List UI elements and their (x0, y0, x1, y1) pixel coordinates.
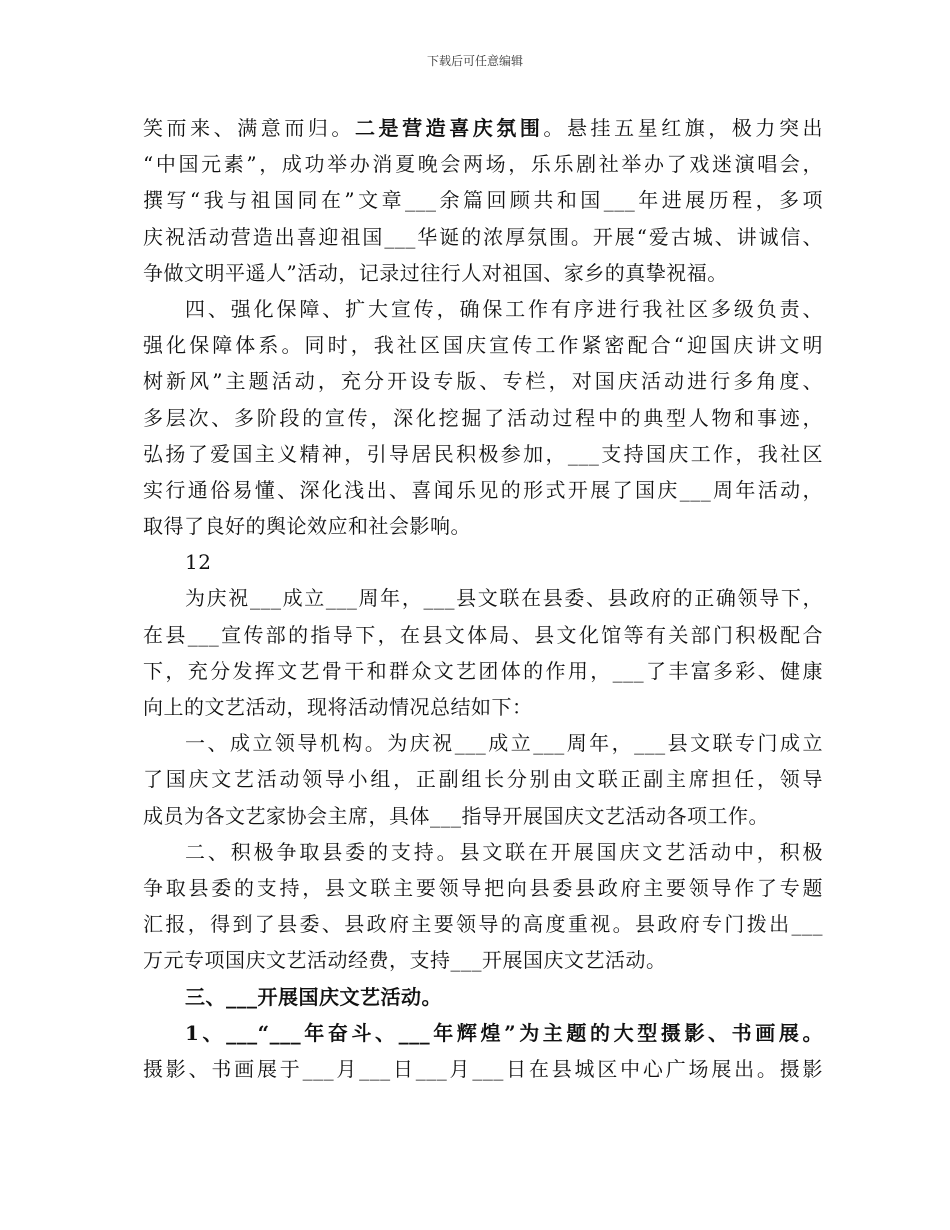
paragraph-2-line-4: 多层次、多阶段的宣传，深化挖掘了活动过程中的典型人物和事迹， (143, 405, 823, 430)
paragraph-4-line-1: 一、成立领导机构。为庆祝___成立___周年，___县文联专门成立 (185, 731, 823, 756)
paragraph-5-line-1: 二、积极争取县委的支持。县文联在开展国庆文艺活动中，积极 (185, 839, 823, 864)
document-body (143, 110, 823, 1087)
paragraph-3-line-1: 为庆祝___成立___周年，___县文联在县委、县政府的正确领导下， (185, 586, 823, 611)
paragraph-1-line-4: 庆祝活动营造出喜迎祖国___华诞的浓厚氛围。开展“爱古城、讲诚信、 (143, 224, 823, 249)
paragraph-2-line-1: 四、强化保障、扩大宣传，确保工作有序进行我社区多级负责、 (185, 296, 823, 321)
paragraph-5-line-4: 万元专项国庆文艺活动经费，支持___开展国庆文艺活动。 (143, 948, 667, 973)
paragraph-5-line-3: 汇报，得到了县委、县政府主要领导的高度重视。县政府专门拨出___ (143, 912, 823, 937)
section-heading-3: 三、___开展国庆文艺活动。 (185, 984, 442, 1009)
paragraph-6-line-1: 1、___“___年奋斗、___年辉煌”为主题的大型摄影、书画展。 (185, 1020, 823, 1045)
text-run: 。悬挂五星红旗，极力突出 (543, 116, 824, 140)
paragraph-1-line-3: 撰写“我与祖国同在”文章___余篇回顾共和国___年进展历程，多项 (143, 188, 823, 213)
paragraph-2-line-5: 弘扬了爱国主义精神，引导居民积极参加，___支持国庆工作，我社区 (143, 441, 823, 466)
paragraph-2-line-2: 强化保障体系。同时，我社区国庆宣传工作紧密配合“迎国庆讲文明 (143, 333, 823, 358)
paragraph-1-line-5: 争做文明平遥人”活动，记录过往行人对祖国、家乡的真挚祝福。 (143, 260, 728, 285)
bold-text-run: 二是营造喜庆氛围 (354, 116, 544, 140)
text-run: 笑而来、满意而归。 (143, 116, 355, 140)
paragraph-1-line-1 (143, 110, 823, 146)
paragraph-3-line-3: 下，充分发挥文艺骨干和群众文艺团体的作用，___了丰富多彩、健康 (143, 658, 823, 683)
paragraph-2-line-3: 树新风”主题活动，充分开设专版、专栏，对国庆活动进行多角度、 (143, 369, 823, 394)
paragraph-4-line-3: 成员为各文艺家协会主席，具体___指导开展国庆文艺活动各项工作。 (143, 803, 769, 828)
section-number: 12 (185, 550, 212, 575)
paragraph-3-line-4: 向上的文艺活动，现将活动情况总结如下： (143, 695, 533, 719)
paragraph-4-line-2: 了国庆文艺活动领导小组，正副组长分别由文联正副主席担任，领导 (143, 767, 823, 792)
paragraph-6-line-2: 摄影、书画展于___月___日___月___日在县城区中心广场展出。摄影 (143, 1056, 823, 1081)
paragraph-3-line-2: 在县___宣传部的指导下，在县文体局、县文化馆等有关部门积极配合 (143, 622, 823, 647)
page-header: 下载后可任意编辑 (426, 54, 523, 68)
paragraph-2-line-6: 实行通俗易懂、深化浅出、喜闻乐见的形式开展了国庆___周年活动， (143, 477, 823, 502)
paragraph-5-line-2: 争取县委的支持，县文联主要领导把向县委县政府主要领导作了专题 (143, 875, 823, 900)
paragraph-1-line-2: “中国元素”，成功举办消夏晚会两场，乐乐剧社举办了戏迷演唱会， (143, 152, 823, 177)
paragraph-2-line-7: 取得了良好的舆论效应和社会影响。 (143, 514, 471, 539)
